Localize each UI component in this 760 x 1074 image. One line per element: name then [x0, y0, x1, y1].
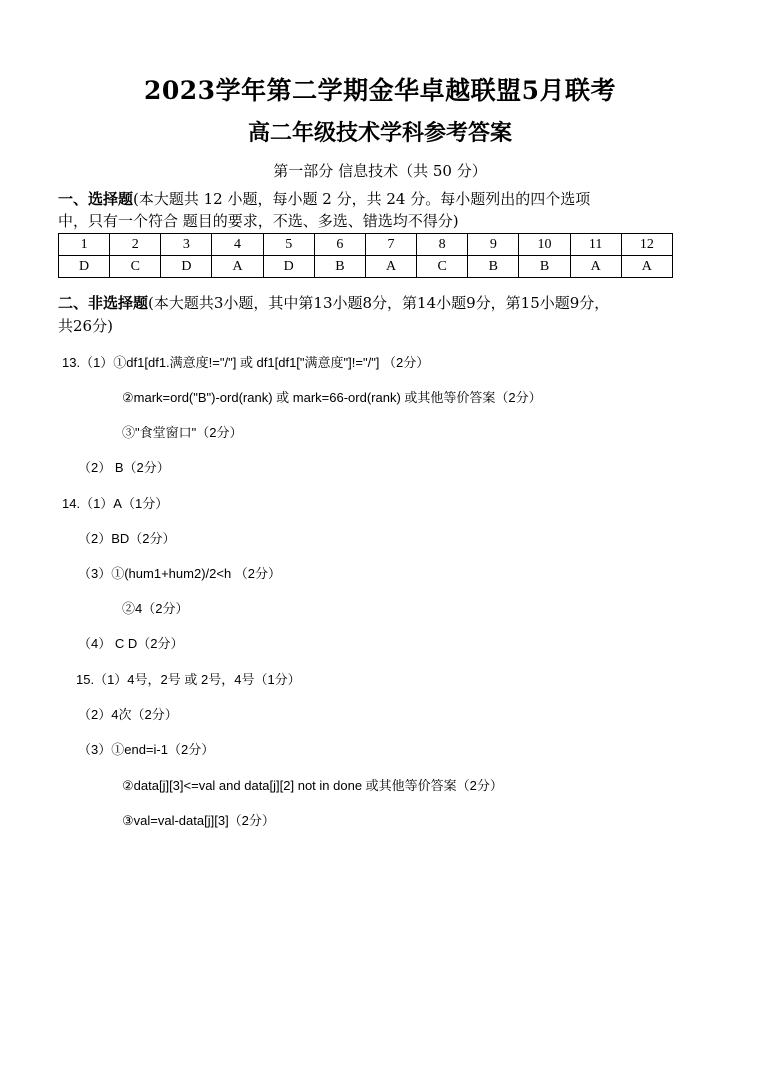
- answer-cell: B: [468, 256, 519, 278]
- answer-q15-3-b: ②data[j][3]<=val and data[j][2] not in done 或其他等价答案（2分）: [122, 778, 503, 793]
- section2-line1: [58, 292, 609, 314]
- part-heading: 第一部分 信息技术（共 50 分）: [273, 162, 487, 180]
- question-number-cell: 3: [161, 234, 212, 256]
- answer-cell: D: [59, 256, 110, 278]
- question-number-cell: 7: [365, 234, 416, 256]
- answer-cell: D: [161, 256, 212, 278]
- page-subtitle: 高二年级技术学科参考答案: [247, 120, 512, 146]
- answer-q13-2: （2） B（2分）: [78, 460, 170, 475]
- answer-q15-3-c: ③val=val-data[j][3]（2分）: [122, 813, 275, 828]
- answer-table-answer-row: [59, 256, 673, 278]
- question-number-cell: 9: [468, 234, 519, 256]
- answer-table-number-row: [59, 234, 673, 256]
- question-number-cell: 11: [570, 234, 621, 256]
- section1-desc-1: (本大题共 12 小题，每小题 2 分，共 24 分。每小题列出的四个选项: [133, 190, 591, 208]
- section1-line1: [58, 188, 590, 210]
- answer-cell: B: [314, 256, 365, 278]
- answer-q14-2: （2）BD（2分）: [78, 531, 176, 546]
- answer-q14-3-a: （3）①(hum1+hum2)/2<h （2分）: [78, 566, 282, 581]
- section1-desc-2: 中，只有一个符合 题目的要求，不选、多选、错选均不得分): [58, 212, 459, 230]
- question-number-cell: 6: [314, 234, 365, 256]
- answer-cell: D: [263, 256, 314, 278]
- answer-cell: A: [570, 256, 621, 278]
- answer-q13-1-b: ②mark=ord("B")-ord(rank) 或 mark=66-ord(rank) 或其他等价答案（2分）: [122, 390, 542, 405]
- answer-q14-3-b: ②4（2分）: [122, 601, 189, 616]
- answer-cell: C: [417, 256, 468, 278]
- section1-heading: 一、选择题: [58, 190, 134, 208]
- answer-q15-2: （2）4次（2分）: [78, 707, 178, 722]
- answer-q13-1-c: ③"食堂窗口"（2分）: [122, 425, 243, 440]
- question-number-cell: 12: [621, 234, 672, 256]
- answer-cell: A: [212, 256, 263, 278]
- answer-cell: B: [519, 256, 570, 278]
- question-number-cell: 10: [519, 234, 570, 256]
- answer-q14-1: 14.（1）A（1分）: [62, 496, 169, 511]
- question-number-cell: 4: [212, 234, 263, 256]
- question-number-cell: 5: [263, 234, 314, 256]
- answer-cell: A: [621, 256, 672, 278]
- answer-q14-4: （4） C D（2分）: [78, 636, 184, 651]
- page-title: 2023学年第二学期金华卓越联盟5月联考: [144, 76, 616, 105]
- answer-table: [58, 233, 673, 278]
- answer-q13-1-a: 13.（1）①df1[df1.满意度!="/"] 或 df1[df1["满意度"]!="/"] （2分）: [62, 355, 430, 370]
- question-number-cell: 8: [417, 234, 468, 256]
- answer-q15-1: 15.（1）4号，2号 或 2号，4号（1分）: [76, 672, 301, 687]
- question-number-cell: 1: [59, 234, 110, 256]
- section2-desc-1: (本大题共3小题，其中第13小题8分，第14小题9分，第15小题9分，: [148, 294, 610, 312]
- question-number-cell: 2: [110, 234, 161, 256]
- answer-q15-3-a: （3）①end=i-1（2分）: [78, 742, 215, 757]
- section2-heading: 二、非选择题: [58, 294, 149, 312]
- answer-cell: A: [365, 256, 416, 278]
- answer-cell: C: [110, 256, 161, 278]
- section2-desc-2: 共26分): [58, 317, 113, 335]
